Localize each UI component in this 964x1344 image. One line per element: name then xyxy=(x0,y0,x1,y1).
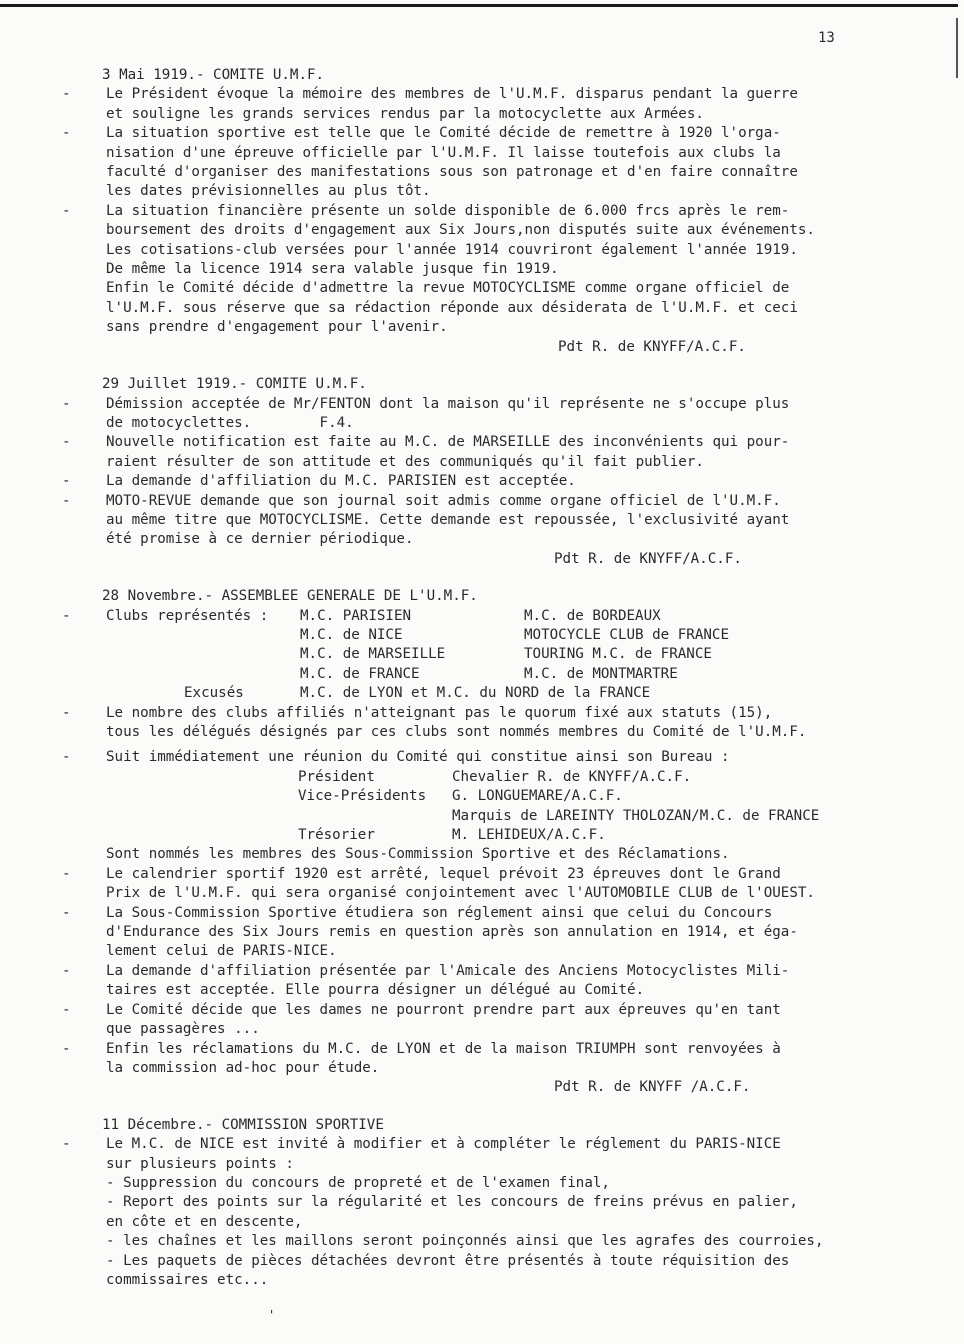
document-body xyxy=(102,66,922,1290)
text-line: - Les paquets de pièces détachées devront être présentés à toute réquisition des xyxy=(106,1252,790,1269)
minute-item xyxy=(102,962,922,1001)
text-line: - La situation financière présente un solde disponible de 6.000 frcs après le rem- xyxy=(106,202,790,219)
club-name: TOURING M.C. de FRANCE xyxy=(524,646,712,663)
text-line: sans prendre d'engagement pour l'avenir. xyxy=(106,319,448,336)
minute-item xyxy=(102,704,922,743)
text-line: - Le M.C. de NICE est invité à modifier et à compléter le réglement du PARIS-NICE xyxy=(106,1136,781,1153)
text-line: en côte et en descente, xyxy=(106,1213,303,1230)
bureau-block xyxy=(102,748,922,864)
text-line: que passagères ... xyxy=(106,1021,260,1038)
minute-item xyxy=(102,1040,922,1079)
club-name: M.C. de MARSEILLE xyxy=(300,646,446,663)
text-line: - Démission acceptée de Mr/FENTON dont la maison qu'il représente ne s'occupe plus xyxy=(106,395,790,412)
text-line: été promise à ce dernier périodique. xyxy=(106,531,414,548)
role-label: Vice-Présidents xyxy=(298,788,427,805)
text-line: Prix de l'U.M.F. qui sera organisé conjointement avec l'AUTOMOBILE CLUB de l'OUEST. xyxy=(106,885,815,902)
club-name: M.C. de BORDEAUX xyxy=(524,607,661,624)
text-line: - MOTO-REVUE demande que son journal soit admis comme organe officiel de l'U.M.F. xyxy=(106,492,781,509)
role-label: Président xyxy=(298,768,375,785)
clubs-label: - Clubs représentés : xyxy=(106,607,269,624)
text-line: - Le calendrier sportif 1920 est arrêté, lequel prévoit 23 épreuves dont le Grand xyxy=(106,865,781,882)
text-line: raient résulter de son attitude et des communiqués qu'il fait publier. xyxy=(106,453,704,470)
section-heading: 11 Décembre.- COMMISSION SPORTIVE xyxy=(102,1116,384,1133)
text-line: nisation d'une épreuve officielle par l'U.M.F. Il laisse toutefois aux clubs la xyxy=(106,144,781,161)
role-holder: Marquis de LAREINTY THOLOZAN/M.C. de FRANCE xyxy=(452,807,820,824)
excuses-label: Excusés xyxy=(184,685,244,702)
text-line: - Report des points sur la régularité et les concours de freins prévus en palier, xyxy=(106,1194,798,1211)
section-heading: 3 Mai 1919.- COMITE U.M.F. xyxy=(102,67,325,83)
club-name: M.C. de NICE xyxy=(300,626,403,643)
signature: Pdt R. de KNYFF/A.C.F. xyxy=(554,550,742,567)
text-line: taires est acceptée. Elle pourra désigner un délégué au Comité. xyxy=(106,982,645,999)
text-line: les dates prévisionnelles au plus tôt. xyxy=(106,183,431,200)
minute-item xyxy=(102,904,922,962)
signature: Pdt R. de KNYFF/A.C.F. xyxy=(558,338,746,355)
text-line: - La Sous-Commission Sportive étudiera son réglement ainsi que celui du Concours xyxy=(106,904,773,921)
minute-item xyxy=(102,433,922,472)
text-line: faculté d'organiser des manifestations sous son patronage et d'en faire connaître xyxy=(106,164,798,181)
text-line: - Le Président évoque la mémoire des membres de l'U.M.F. disparus pendant la guerre xyxy=(106,86,798,103)
text-line: - La demande d'affiliation du M.C. PARISIEN est acceptée. xyxy=(106,473,576,490)
minute-item xyxy=(102,124,922,202)
text-line: de motocyclettes. F.4. xyxy=(106,414,354,431)
role-holder: Chevalier R. de KNYFF/A.C.F. xyxy=(452,768,692,785)
text-line: la commission ad-hoc pour étude. xyxy=(106,1059,380,1076)
clubs-represented xyxy=(102,607,922,704)
role-label: Trésorier xyxy=(298,827,375,844)
text-line: et souligne les grands services rendus par la motocyclette aux Armées. xyxy=(106,105,704,122)
text-line: Sont nommés les membres des Sous-Commission Sportive et des Réclamations. xyxy=(106,846,730,863)
text-line: - Le Comité décide que les dames ne pourront prendre part aux épreuves qu'en tant xyxy=(106,1001,781,1018)
role-holder: G. LONGUEMARE/A.C.F. xyxy=(452,788,623,805)
text-line: - La demande d'affiliation présentée par l'Amicale des Anciens Motocyclistes Mili- xyxy=(106,962,790,979)
excuses-value: M.C. de LYON et M.C. du NORD de la FRANCE xyxy=(300,685,651,702)
text-line: sur plusieurs points : xyxy=(106,1155,294,1172)
text-line: boursement des droits d'engagement aux Six Jours,non disputés suite aux événements. xyxy=(106,222,815,239)
page-number: 13 xyxy=(818,30,835,46)
right-margin-rule xyxy=(956,18,958,78)
text-line: - Suppression du concours de propreté et de l'examen final, xyxy=(106,1174,610,1191)
text-line: - Le nombre des clubs affiliés n'atteignant pas le quorum fixé aux statuts (15), xyxy=(106,704,773,721)
minute-item xyxy=(102,1135,922,1290)
text-line: l'U.M.F. sous réserve que sa rédaction réponde aux désiderata de l'U.M.F. et ceci xyxy=(106,299,798,316)
club-name: MOTOCYCLE CLUB de FRANCE xyxy=(524,626,729,643)
stray-mark: ' xyxy=(268,1308,276,1322)
text-line: au même titre que MOTOCYCLISME. Cette demande est repoussée, l'exclusivité ayant xyxy=(106,511,790,528)
minute-item xyxy=(102,85,922,124)
club-name: M.C. de FRANCE xyxy=(300,665,420,682)
text-line: lement celui de PARIS-NICE. xyxy=(106,943,337,960)
text-line: - Suit immédiatement une réunion du Comité qui constitue ainsi son Bureau : xyxy=(106,749,730,766)
minute-item xyxy=(102,202,922,338)
text-line: - Nouvelle notification est faite au M.C. de MARSEILLE des inconvénients qui pour- xyxy=(106,434,790,451)
club-name: M.C. de MONTMARTRE xyxy=(524,665,678,682)
minute-item xyxy=(102,492,922,550)
text-line: Enfin le Comité décide d'admettre la revue MOTOCYCLISME comme organe officiel de xyxy=(106,280,790,297)
minute-item xyxy=(102,472,922,491)
section-heading: 29 Juillet 1919.- COMITE U.M.F. xyxy=(102,376,367,393)
section-heading: 28 Novembre.- ASSEMBLEE GENERALE DE L'U.M.F. xyxy=(102,588,478,605)
club-name: M.C. PARISIEN xyxy=(300,607,412,624)
text-line: commissaires etc... xyxy=(106,1271,269,1288)
text-line: - les chaînes et les maillons seront poinçonnés ainsi que les agrafes des courroies, xyxy=(106,1233,824,1250)
role-holder: M. LEHIDEUX/A.C.F. xyxy=(452,827,606,844)
signature: Pdt R. de KNYFF /A.C.F. xyxy=(554,1079,751,1096)
minute-item xyxy=(102,395,922,434)
text-line: - La situation sportive est telle que le Comité décide de remettre à 1920 l'orga- xyxy=(106,125,781,142)
text-line: De même la licence 1914 sera valable jusque fin 1919. xyxy=(106,261,559,278)
minute-item xyxy=(102,865,922,904)
top-rule xyxy=(0,4,958,7)
text-line: d'Endurance des Six Jours remis en question après son annulation en 1914, et éga- xyxy=(106,924,798,941)
text-line: Les cotisations-club versées pour l'année 1914 couvriront également l'année 1919. xyxy=(106,241,798,258)
text-line: tous les délégués désignés par ces clubs sont nommés membres du Comité de l'U.M.F. xyxy=(106,724,807,740)
minute-item xyxy=(102,1001,922,1040)
text-line: - Enfin les réclamations du M.C. de LYON et de la maison TRIUMPH sont renvoyées à xyxy=(106,1040,781,1057)
